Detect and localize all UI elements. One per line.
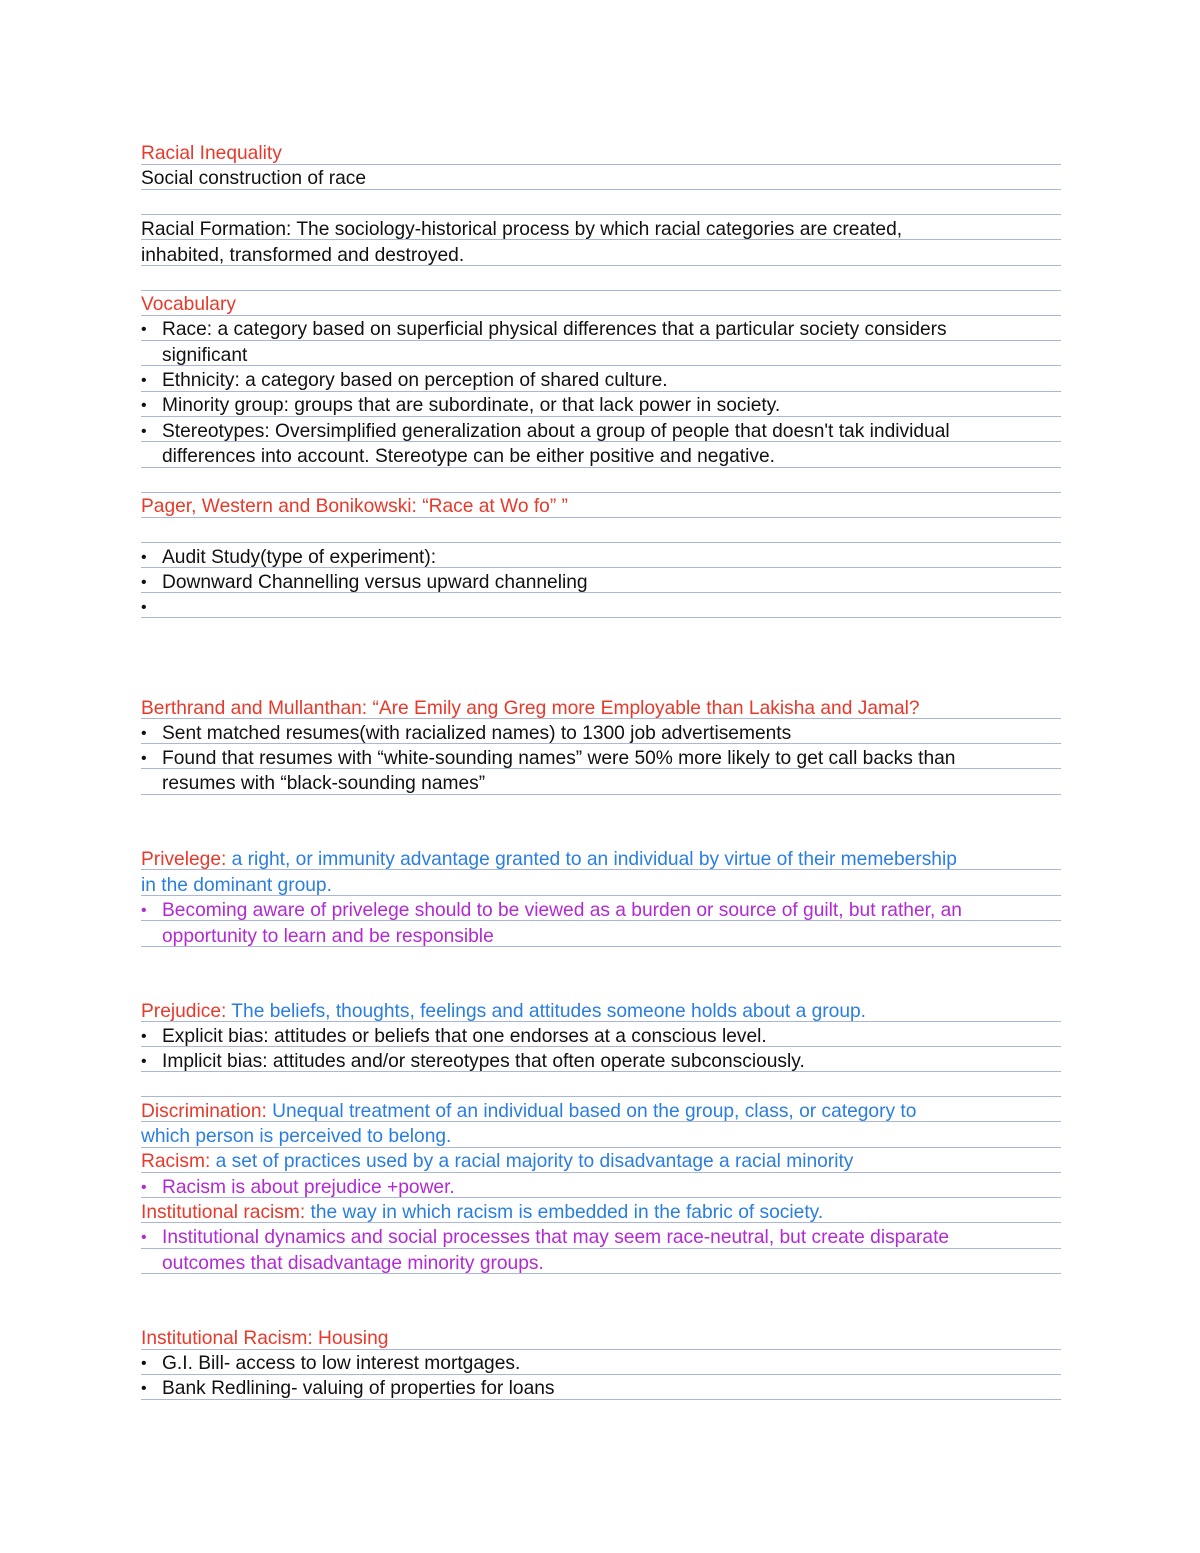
discrimination-term: Discrimination:: [141, 1101, 267, 1122]
discrimination-definition-line-2: which person is perceived to belong.: [141, 1126, 452, 1147]
vocab-race-line-1: Race: a category based on superficial physical differences that a particular society considers: [162, 319, 947, 340]
pager-audit-study: Audit Study(type of experiment):: [162, 547, 437, 568]
bullet-icon: •: [141, 750, 147, 767]
institutional-racism-definition-line: [141, 1202, 1061, 1224]
racism-definition: a set of practices used by a racial majority to disadvantage a racial minority: [210, 1151, 854, 1172]
prejudice-explicit-bias: Explicit bias: attitudes or beliefs that one endorses at a conscious level.: [162, 1026, 767, 1047]
privilege-note-line-1: Becoming aware of privelege should to be viewed as a burden or source of guilt, but rather, an: [162, 900, 962, 921]
housing-redlining: Bank Redlining- valuing of properties for loans: [162, 1378, 555, 1399]
bullet-icon: •: [141, 372, 147, 389]
berthrand-found-line-1: Found that resumes with “white-sounding names” were 50% more likely to get call backs than: [162, 748, 956, 769]
prejudice-term: Prejudice:: [141, 1001, 227, 1022]
housing-gi-bill: G.I. Bill- access to low interest mortgages.: [162, 1353, 521, 1374]
bullet-icon: •: [141, 1053, 147, 1070]
bullet-icon: •: [141, 599, 147, 616]
section-title-berthrand: Berthrand and Mullanthan: “Are Emily ang Greg more Employable than Lakisha and Jamal?: [141, 698, 920, 719]
bullet-icon: •: [141, 423, 147, 440]
discrimination-definition: Unequal treatment of an individual based on the group, class, or category to: [266, 1101, 917, 1122]
section-title-pager: Pager, Western and Bonikowski: “Race at Wo fo” ”: [141, 496, 568, 517]
discrimination-definition-line-1: [141, 1101, 1061, 1123]
bullet-icon: •: [141, 1380, 147, 1397]
prejudice-definition-line: [141, 1001, 1061, 1023]
pager-channelling: Downward Channelling versus upward channeling: [162, 572, 588, 593]
bullet-icon: •: [141, 321, 147, 338]
prejudice-implicit-bias: Implicit bias: attitudes and/or stereotypes that often operate subconsciously.: [162, 1051, 805, 1072]
institutional-racism-definition: the way in which racism is embedded in the fabric of society.: [305, 1202, 824, 1223]
berthrand-found-line-2: resumes with “black-sounding names”: [162, 773, 486, 794]
racism-definition-line: [141, 1151, 1061, 1173]
institutional-racism-term: Institutional racism:: [141, 1202, 306, 1223]
bullet-icon: •: [141, 549, 147, 566]
privilege-definition-line-1: [141, 849, 1061, 871]
section-title-housing: Institutional Racism: Housing: [141, 1328, 389, 1349]
racial-formation-line-2: inhabited, transformed and destroyed.: [141, 245, 465, 266]
bullet-icon: •: [141, 1179, 147, 1196]
bullet-icon: •: [141, 902, 147, 919]
bullet-icon: •: [141, 574, 147, 591]
privilege-note-line-2: opportunity to learn and be responsible: [162, 926, 494, 947]
privilege-term: Privelege:: [141, 849, 227, 870]
vocab-stereotypes-line-2: differences into account. Stereotype can be either positive and negative.: [162, 446, 775, 467]
privilege-definition-line-2: in the dominant group.: [141, 875, 332, 896]
privilege-definition: a right, or immunity advantage granted to an individual by virtue of their memebership: [226, 849, 957, 870]
subtitle-social-construction: Social construction of race: [141, 168, 367, 189]
berthrand-sent-resumes: Sent matched resumes(with racialized names) to 1300 job advertisements: [162, 723, 792, 744]
vocab-race-line-2: significant: [162, 345, 248, 366]
institutional-note-line-1: Institutional dynamics and social processes that may seem race-neutral, but create disparate: [162, 1227, 950, 1248]
vocab-stereotypes-line-1: Stereotypes: Oversimplified generalization about a group of people that doesn't tak individual: [162, 421, 950, 442]
racism-term: Racism:: [141, 1151, 211, 1172]
section-title-racial-inequality: Racial Inequality: [141, 143, 282, 164]
bullet-icon: •: [141, 1028, 147, 1045]
racism-note: Racism is about prejudice +power.: [162, 1177, 455, 1198]
prejudice-definition: The beliefs, thoughts, feelings and attitudes someone holds about a group.: [226, 1001, 866, 1022]
bullet-icon: •: [141, 1229, 147, 1246]
bullet-icon: •: [141, 725, 147, 742]
section-title-vocabulary: Vocabulary: [141, 294, 236, 315]
bullet-icon: •: [141, 397, 147, 414]
bullet-icon: •: [141, 1355, 147, 1372]
vocab-minority-group: Minority group: groups that are subordinate, or that lack power in society.: [162, 395, 781, 416]
institutional-note-line-2: outcomes that disadvantage minority groups.: [162, 1253, 544, 1274]
vocab-ethnicity: Ethnicity: a category based on perception of shared culture.: [162, 370, 668, 391]
racial-formation-line-1: Racial Formation: The sociology-historical process by which racial categories are created,: [141, 219, 903, 240]
